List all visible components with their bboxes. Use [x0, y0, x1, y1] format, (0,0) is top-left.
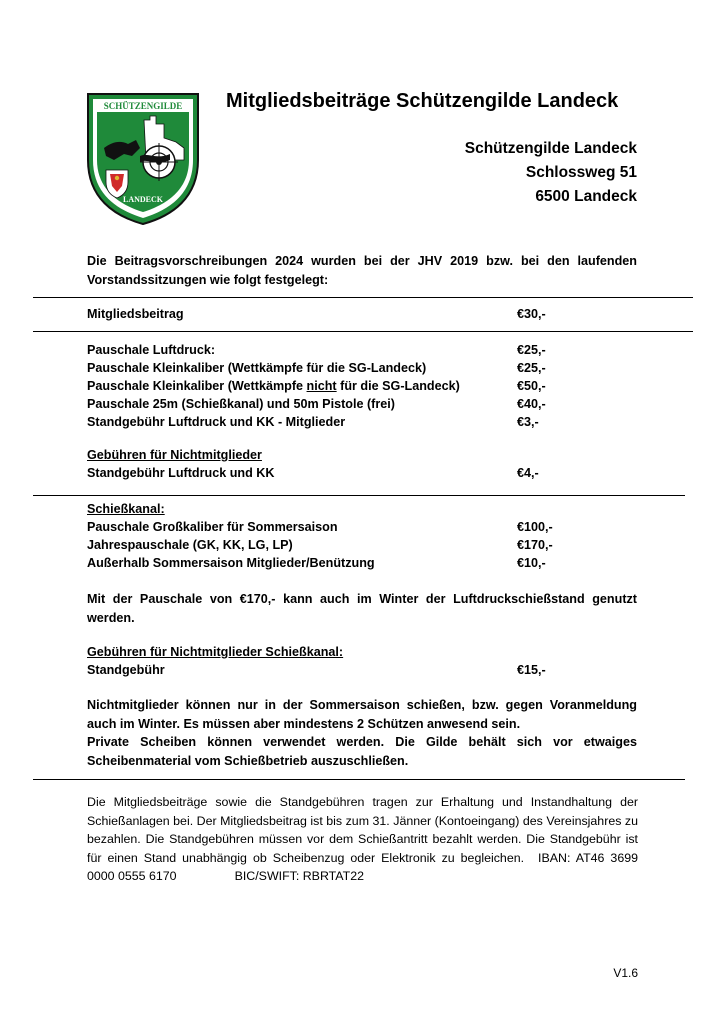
- fee-row-membership: [87, 305, 647, 323]
- fee-label: Jahrespauschale (GK, KK, LG, LP): [87, 538, 293, 552]
- divider-line: [33, 297, 693, 298]
- fee-value: €100,-: [517, 520, 553, 534]
- logo-bottom-text: LANDECK: [122, 195, 164, 204]
- fee-value: €4,-: [517, 466, 539, 480]
- fee-label: Standgebühr: [87, 663, 165, 677]
- address-city: 6500 Landeck: [535, 188, 637, 205]
- address-name: Schützengilde Landeck: [464, 140, 637, 157]
- fee-value: €170,-: [517, 538, 553, 552]
- fee-label: Mitgliedsbeitrag: [87, 307, 184, 321]
- fee-row: [87, 377, 647, 395]
- fee-label: Pauschale Kleinkaliber (Wettkämpfe für die SG-Landeck): [87, 361, 427, 375]
- fee-label: Pauschale Großkaliber für Sommersaison: [87, 520, 338, 534]
- fee-row: [87, 661, 647, 679]
- fee-value: €25,-: [517, 343, 546, 357]
- divider-line: [33, 779, 685, 780]
- fee-value: €30,-: [517, 307, 546, 321]
- bic-swift: BIC/SWIFT: RBRTAT22: [234, 869, 365, 883]
- section-heading-nonmembers: Gebühren für Nichtmitglieder: [87, 448, 262, 462]
- fee-label: Außerhalb Sommersaison Mitglieder/Benützung: [87, 556, 375, 570]
- fee-row: [87, 413, 647, 431]
- nonmember-note: Nichtmitglieder können nur in der Sommersaison schießen, bzw. gegen Voranmeldung auch im Winter. Es müssen aber mindestens 2 Schützen anwesend sein.: [87, 698, 637, 731]
- fee-value: €3,-: [517, 415, 539, 429]
- fee-value: €25,-: [517, 361, 546, 375]
- divider-line: [33, 495, 685, 496]
- footer-text: Die Mitgliedsbeiträge sowie die Standgebühren tragen zur Erhaltung und Instandhaltung der Schießanlagen bei. Der Mitgliedsbeitrag ist bis zum 31. Jänner (Kontoeingang) des Vereinsjahres zu bezahlen. Die Standgebühren müssen vor dem Schießantritt bezahlt werden. Die Standgebühr ist für einen Stand unabhängig ob Scheibenzug oder Elektronik zu begleichen. IBAN: AT46 3699 0000 0555 6170 BIC/SWIFT: RBRTAT22: [87, 795, 638, 883]
- fee-row: [87, 464, 647, 482]
- fee-row: [87, 536, 647, 554]
- fee-label: Pauschale Luftdruck:: [87, 343, 216, 357]
- fee-value: €50,-: [517, 379, 546, 393]
- section-heading-channel-nonmembers: Gebühren für Nichtmitglieder Schießkanal:: [87, 645, 344, 659]
- fee-label: Pauschale 25m (Schießkanal) und 50m Pistole (frei): [87, 397, 395, 411]
- divider-line: [33, 331, 693, 332]
- private-targets-note: Private Scheiben können verwendet werden. Die Gilde behält sich vor etwaiges Scheibenmaterial vom Schießbetrieb auszuschließen.: [87, 735, 637, 768]
- fee-label: Pauschale Kleinkaliber (Wettkämpfe nicht für die SG-Landeck): [87, 379, 460, 393]
- intro-text: Die Beitragsvorschreibungen 2024 wurden bei der JHV 2019 bzw. bei den laufenden Vorstandssitzungen wie folgt festgelegt:: [87, 254, 637, 287]
- fee-value: €40,-: [517, 397, 546, 411]
- section-heading-channel: Schießkanal:: [87, 502, 165, 516]
- fee-label: Standgebühr Luftdruck und KK: [87, 466, 275, 480]
- address-block: [465, 137, 637, 209]
- fee-value: €10,-: [517, 556, 546, 570]
- club-crest-logo: [84, 90, 202, 226]
- underlined-word: nicht: [306, 379, 337, 393]
- page-title: Mitgliedsbeiträge Schützengilde Landeck: [226, 90, 619, 112]
- address-street: Schlossweg 51: [525, 164, 637, 181]
- iban: IBAN: AT46 3699 0000 0555 6170: [87, 850, 638, 883]
- fee-row: [87, 518, 647, 536]
- logo-top-text: SCHÜTZENGILDE: [103, 101, 183, 111]
- fee-value: €15,-: [517, 663, 546, 677]
- fee-row: [87, 395, 647, 413]
- fee-row: [87, 359, 647, 377]
- fee-row: [87, 341, 647, 359]
- version-label: V1.6: [613, 966, 638, 980]
- channel-note: Mit der Pauschale von €170,- kann auch im Winter der Luftdruckschießstand genutzt werden.: [87, 592, 637, 625]
- fee-row: [87, 554, 647, 572]
- fee-label: Standgebühr Luftdruck und KK - Mitglieder: [87, 415, 346, 429]
